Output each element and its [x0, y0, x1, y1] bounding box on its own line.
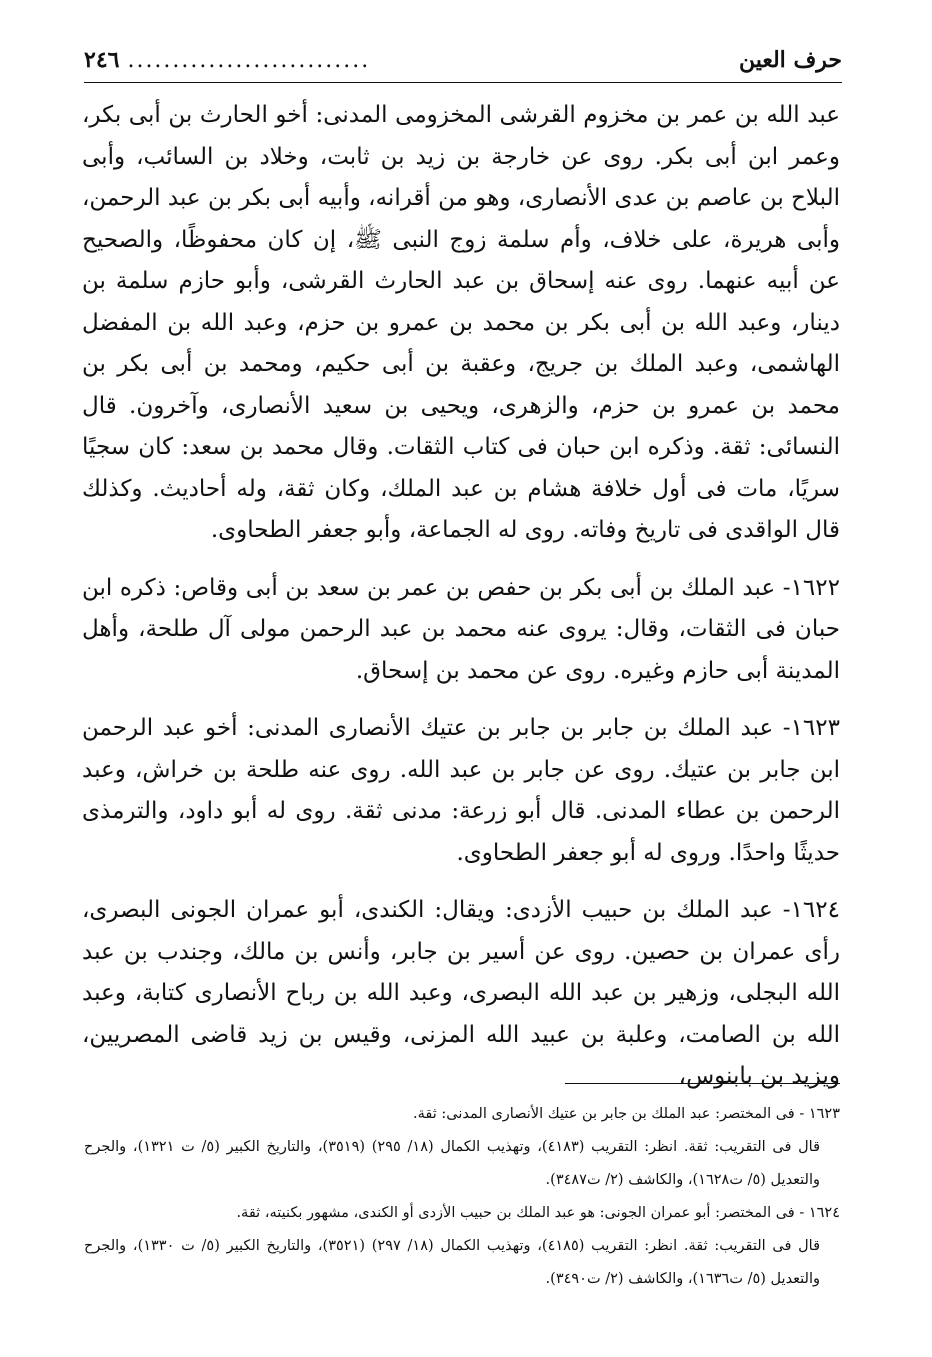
entry-paragraph: ١٦٢٢- عبد الملك بن أبى بكر بن حفص بن عمر بن سعد بن أبى وقاص: ذكره ابن حبان فى الثقات، وقال: يروى عنه محمد بن عبد الرحمن مولى آل طلحة، وأهل المدينة أبى حازم وغيره. روى عن محمد بن إسحاق.: [82, 574, 840, 684]
entry-paragraph: ١٦٢٣- عبد الملك بن جابر بن جابر بن عتيك الأنصارى المدنى: أخو عبد الرحمن ابن جابر بن عتيك. روى عن جابر بن عبد الله. روى عنه طلحة بن خراش، وعبد الرحمن بن عطاء المدنى. قال أبو زرعة: مدنى ثقة. روى له أبو داود، والترمذى حديثًا واحدًا. وروى له أبو جعفر الطحاوى.: [82, 715, 840, 866]
page-number: ٢٤٦: [84, 47, 120, 73]
chapter-title: حرف العين: [738, 47, 842, 73]
main-text: [82, 95, 840, 1114]
footnotes: [84, 1098, 840, 1296]
footnote-divider: [565, 1083, 840, 1084]
entry-paragraph: عبد الله بن عمر بن مخزوم القرشى المخزومى المدنى: أخو الحارث بن أبى بكر، وعمر ابن أبى بكر. روى عن خارجة بن زيد بن ثابت، وخلاد بن السائب، وأبى البلاح بن عاصم بن عدى الأنصارى، وهو من أقرانه، وأبيه أبى بكر بن عبد الرحمن، وأبى هريرة، على خلاف، وأم سلمة زوج النبى ﷺ، إن كان محفوظًا، والصحيح عن أبيه عنهما. روى عنه إسحاق بن عبد الحارث القرشى، وأبو حازم سلمة بن دينار، وعبد الله بن أبى بكر بن محمد بن عمرو بن حزم، وعبد الله بن المفضل الهاشمى، وعبد الملك بن جريج، وعقبة بن أبى حكيم، ومحمد بن أبى بكر بن محمد بن عمرو بن حزم، والزهرى، ويحيى بن سعيد الأنصارى، وآخرون. قال النسائى: ثقة. وذكره ابن حبان فى كتاب الثقات. وقال محمد بن سعد: كان سجيًا سريًا، مات فى أول خلافة هشام بن عبد الملك، وكان ثقة، وله أحاديث. وكذلك قال الواقدى فى تاريخ وفاته. روى له الجماعة، وأبو جعفر الطحاوى.: [82, 102, 840, 543]
footnote: قال فى التقريب: ثقة. انظر: التقريب (٤١٨٥)، وتهذيب الكمال (١٨/ ٢٩٧) (٣٥٢١)، والتاريخ الكبير (٥/ ت ١٣٣٠)، والجرح والتعديل (٥/ ت١٦٣٦)، والكاشف (٢/ ت٣٤٩٠).: [84, 1238, 820, 1287]
leader-dots: ...........................: [127, 47, 371, 73]
running-header: [84, 38, 842, 83]
footnote: قال فى التقريب: ثقة. انظر: التقريب (٤١٨٣)، وتهذيب الكمال (١٨/ ٢٩٥) (٣٥١٩)، والتاريخ الكبير (٥/ ت ١٣٢١)، والجرح والتعديل (٥/ ت١٦٢٨)، والكاشف (٢/ ت٣٤٨٧).: [84, 1139, 820, 1188]
footnote: ١٦٢٣ - فى المختصر: عبد الملك بن جابر بن عتيك الأنصارى المدنى: ثقة.: [413, 1106, 840, 1122]
header-left-group: [84, 47, 370, 73]
footnote: ١٦٢٤ - فى المختصر: أبو عمران الجونى: هو عبد الملك بن حبيب الأزدى أو الكندى، مشهور بكنيته، ثقة.: [236, 1205, 840, 1221]
entry-paragraph: ١٦٢٤- عبد الملك بن حبيب الأزدى: ويقال: الكندى، أبو عمران الجونى البصرى، رأى عمران بن حصين. روى عن أسير بن جابر، وأنس بن مالك، وجندب بن عبد الله البجلى، وزهير بن عبد الله البصرى، وعبد الله بن رباح الأنصارى كتابة، وعبد الله بن الصامت، وعلبة بن عبيد الله المزنى، وقيس بن زيد قاضى المصريين، ويزيد بن بابنوس،: [82, 897, 840, 1089]
